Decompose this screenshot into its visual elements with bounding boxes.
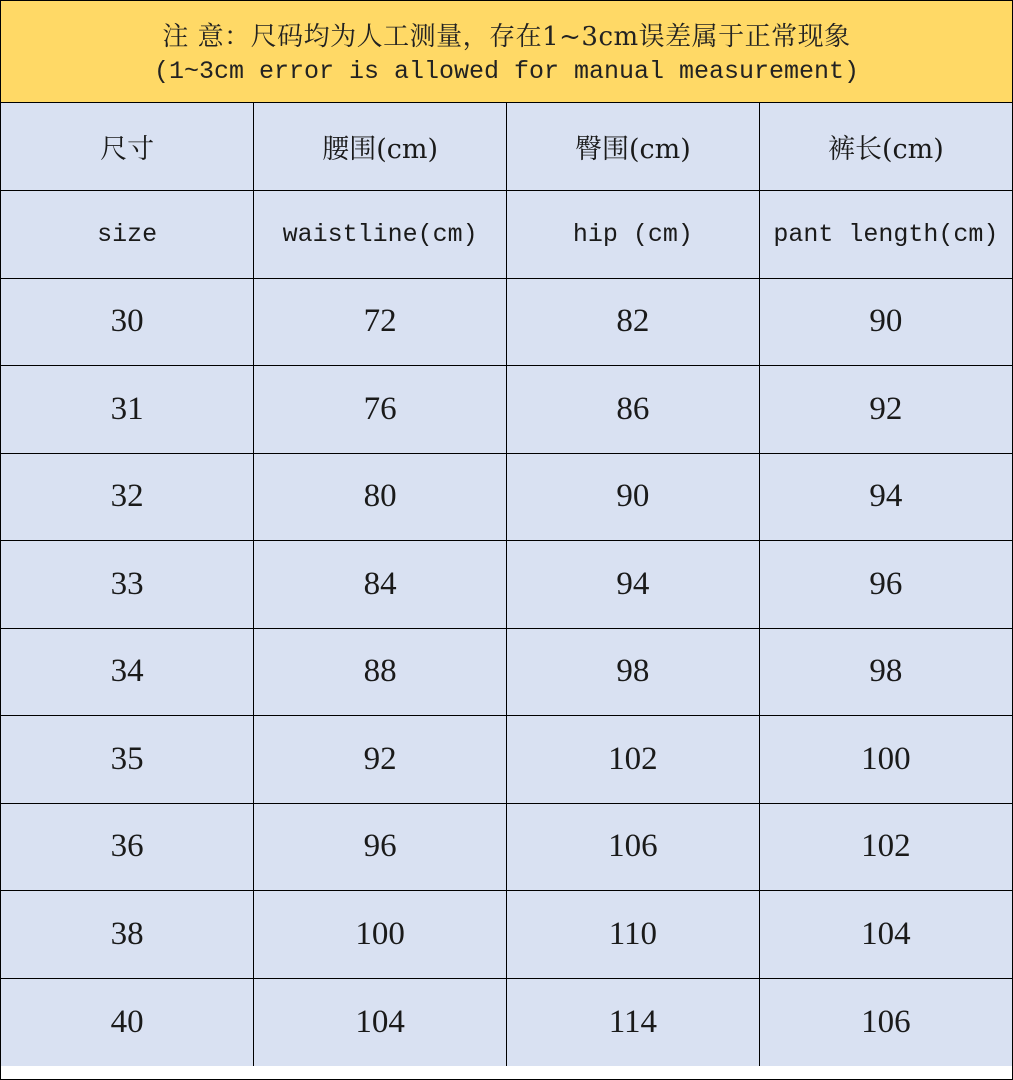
length-cell: 102 — [759, 803, 1012, 891]
table-row — [1, 366, 1012, 454]
size-cell: 40 — [1, 978, 254, 1066]
table-row — [1, 453, 1012, 541]
header-row-english — [1, 191, 1012, 279]
header-row-chinese — [1, 103, 1012, 191]
column-header-length-en: pant length(cm) — [759, 191, 1012, 279]
waist-cell: 96 — [254, 803, 507, 891]
table-row — [1, 278, 1012, 366]
measurement-notice — [1, 1, 1012, 103]
size-cell: 31 — [1, 366, 254, 454]
length-cell: 90 — [759, 278, 1012, 366]
waist-cell: 104 — [254, 978, 507, 1066]
notice-text-chinese: 注 意：尺码均为人工测量，存在1~3cm误差属于正常现象 — [162, 22, 851, 52]
waist-cell: 100 — [254, 891, 507, 979]
size-cell: 34 — [1, 628, 254, 716]
hip-cell: 98 — [507, 628, 760, 716]
table-row — [1, 541, 1012, 629]
column-header-waist-cn: 腰围(cm) — [254, 103, 507, 191]
hip-cell: 110 — [507, 891, 760, 979]
column-header-length-cn: 裤长(cm) — [759, 103, 1012, 191]
table-row — [1, 891, 1012, 979]
hip-cell: 94 — [507, 541, 760, 629]
waist-cell: 80 — [254, 453, 507, 541]
size-cell: 30 — [1, 278, 254, 366]
table-row — [1, 803, 1012, 891]
length-cell: 100 — [759, 716, 1012, 804]
length-cell: 98 — [759, 628, 1012, 716]
table-row — [1, 628, 1012, 716]
size-cell: 35 — [1, 716, 254, 804]
hip-cell: 102 — [507, 716, 760, 804]
column-header-size-cn: 尺寸 — [1, 103, 254, 191]
length-cell: 96 — [759, 541, 1012, 629]
notice-text-english: (1~3cm error is allowed for manual measurement) — [153, 57, 860, 86]
size-cell: 33 — [1, 541, 254, 629]
table-row — [1, 716, 1012, 804]
column-header-hip-en: hip (cm) — [507, 191, 760, 279]
hip-cell: 86 — [507, 366, 760, 454]
size-cell: 36 — [1, 803, 254, 891]
hip-cell: 106 — [507, 803, 760, 891]
column-header-size-en: size — [1, 191, 254, 279]
length-cell: 106 — [759, 978, 1012, 1066]
hip-cell: 90 — [507, 453, 760, 541]
column-header-waist-en: waistline(cm) — [254, 191, 507, 279]
column-header-hip-cn: 臀围(cm) — [507, 103, 760, 191]
size-cell: 32 — [1, 453, 254, 541]
waist-cell: 76 — [254, 366, 507, 454]
length-cell: 104 — [759, 891, 1012, 979]
hip-cell: 82 — [507, 278, 760, 366]
length-cell: 94 — [759, 453, 1012, 541]
size-table — [1, 103, 1012, 1066]
hip-cell: 114 — [507, 978, 760, 1066]
waist-cell: 92 — [254, 716, 507, 804]
table-row — [1, 978, 1012, 1066]
waist-cell: 84 — [254, 541, 507, 629]
size-cell: 38 — [1, 891, 254, 979]
waist-cell: 88 — [254, 628, 507, 716]
length-cell: 92 — [759, 366, 1012, 454]
waist-cell: 72 — [254, 278, 507, 366]
